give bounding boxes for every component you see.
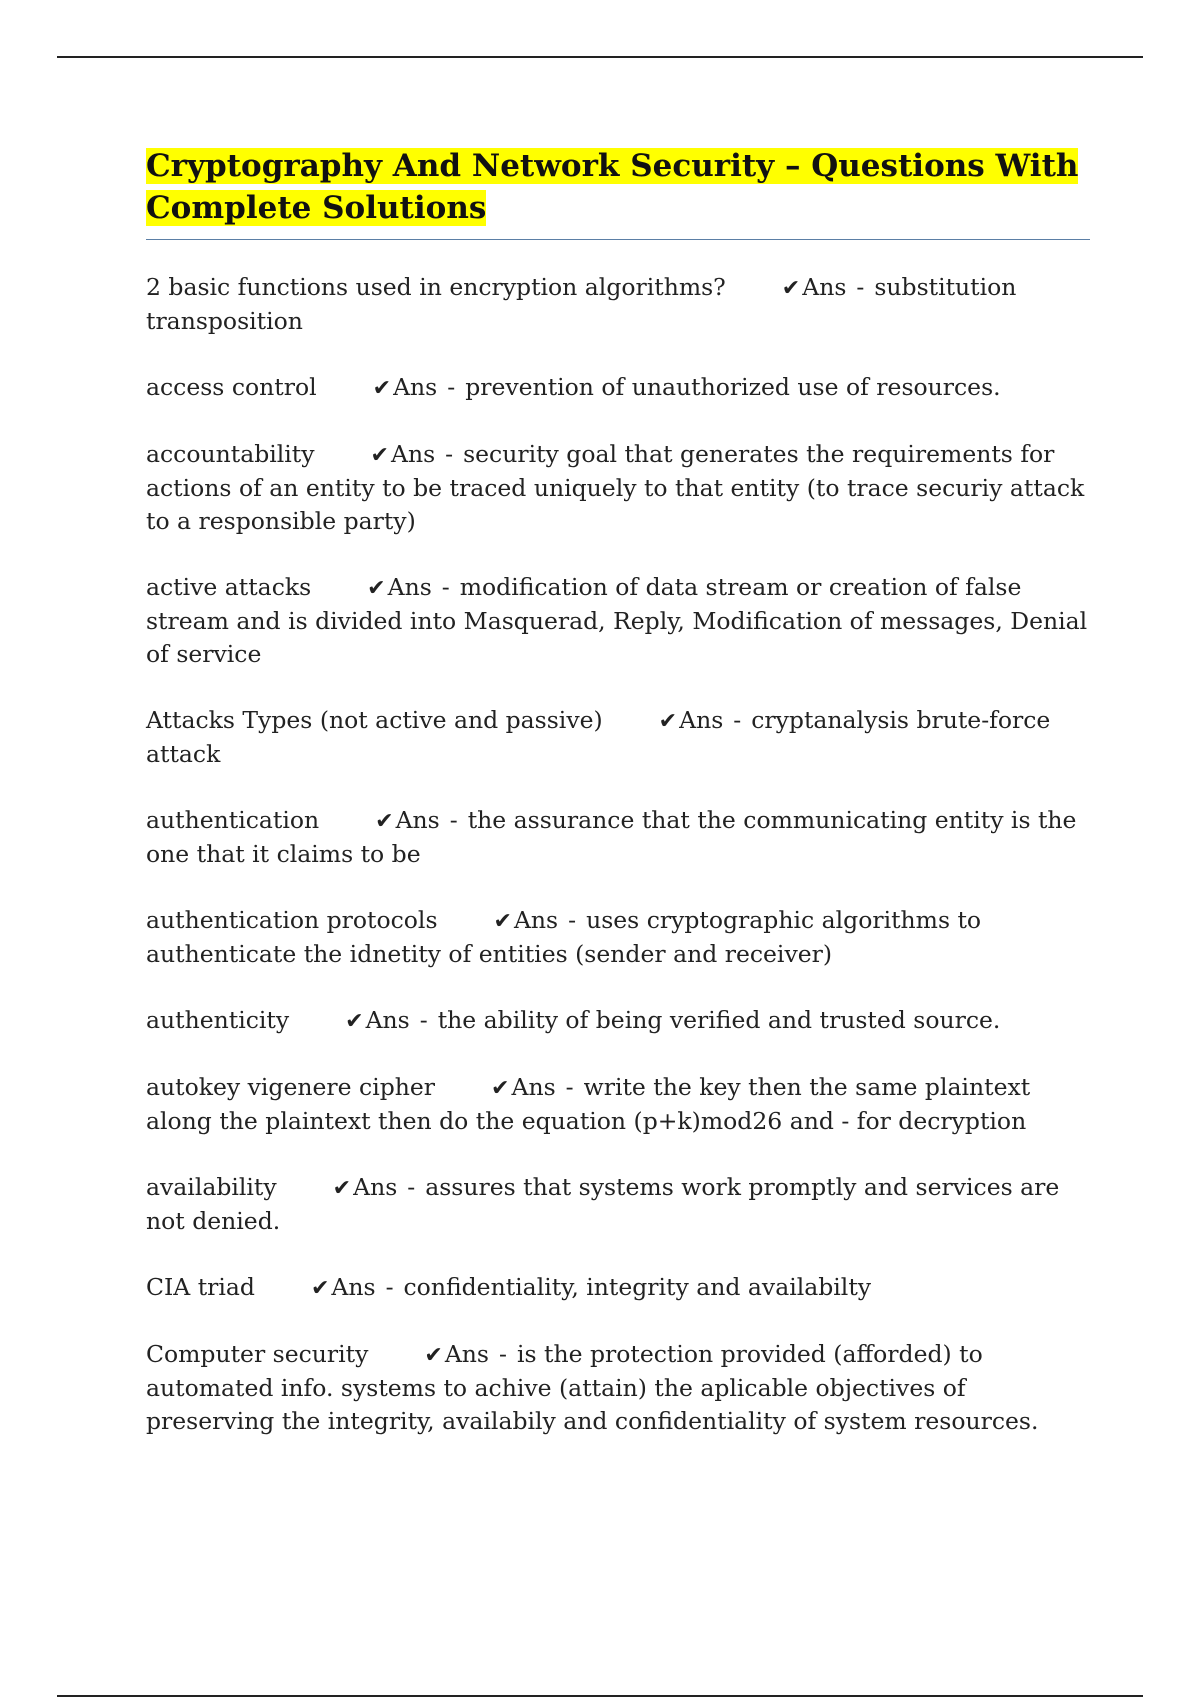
- ans-label: Ans: [393, 373, 438, 401]
- question-text: active attacks: [146, 573, 312, 601]
- checkmark-icon: ✔: [375, 809, 394, 834]
- separator: -: [407, 1173, 416, 1201]
- question-text: authenticity: [146, 1006, 290, 1034]
- ans-label: Ans: [353, 1173, 398, 1201]
- separator: -: [441, 573, 450, 601]
- separator: -: [568, 906, 577, 934]
- answer-text: uses cryptographic algorithms to authenticate the idnetity of entities (sender and receiver): [146, 906, 982, 968]
- checkmark-icon: ✔: [781, 276, 801, 301]
- ans-label: Ans: [444, 1340, 489, 1368]
- checkmark-icon: ✔: [372, 376, 392, 401]
- document-title: [146, 145, 1090, 229]
- question-text: availability: [146, 1173, 277, 1201]
- page-bottom-rule: [57, 1695, 1143, 1697]
- answer-text: modification of data stream or creation of false stream and is divided into Masquerad, Reply, Modification of messages, Denial of service: [146, 573, 1088, 668]
- question-text: authentication: [146, 806, 320, 834]
- checkmark-icon: ✔: [345, 1009, 364, 1034]
- checkmark-icon: ✔: [658, 709, 678, 734]
- answer-text: the assurance that the communicating entity is the one that it claims to be: [146, 806, 1077, 868]
- checkmark-icon: ✔: [332, 1176, 352, 1201]
- separator: -: [419, 1006, 428, 1034]
- answer-text: is the protection provided (afforded) to automated info. systems to achive (attain) the aplicable objectives of preserving the integrity, availabily and confidentiality of system resources.: [146, 1340, 1039, 1435]
- separator: -: [445, 440, 454, 468]
- answer-text: substitution transposition: [146, 273, 1017, 335]
- separator: -: [565, 1073, 574, 1101]
- qa-item: [146, 704, 1090, 771]
- checkmark-icon: ✔: [493, 909, 512, 934]
- question-text: authentication protocols: [146, 906, 438, 934]
- question-text: Computer security: [146, 1340, 369, 1368]
- ans-label: Ans: [390, 440, 436, 468]
- question-text: CIA triad: [146, 1273, 255, 1301]
- document-body: [146, 145, 1090, 1471]
- qa-item: [146, 1071, 1090, 1138]
- answer-text: the ability of being verified and trusted source.: [437, 1006, 1001, 1034]
- checkmark-icon: ✔: [491, 1076, 510, 1101]
- answer-text: cryptanalysis brute-force attack: [146, 706, 1051, 768]
- ans-label: Ans: [395, 806, 440, 834]
- ans-label: Ans: [802, 273, 847, 301]
- qa-item: [146, 1004, 1090, 1038]
- qa-item: [146, 271, 1090, 338]
- separator: -: [733, 706, 742, 734]
- ans-label: Ans: [679, 706, 724, 734]
- ans-label: Ans: [331, 1273, 376, 1301]
- answer-text: write the key then the same plaintext along the plaintext then do the equation (p+k)mod26 and - for decryption: [146, 1073, 1031, 1135]
- separator: -: [449, 806, 458, 834]
- question-text: 2 basic functions used in encryption algorithms?: [146, 273, 726, 301]
- qa-item: [146, 1271, 1090, 1305]
- qa-item: [146, 571, 1090, 671]
- qa-item: [146, 371, 1090, 405]
- answer-text: confidentiality, integrity and availabilty: [403, 1273, 872, 1301]
- checkmark-icon: ✔: [424, 1343, 443, 1368]
- separator: -: [447, 373, 456, 401]
- answer-text: assures that systems work promptly and services are not denied.: [146, 1173, 1060, 1235]
- answer-text: security goal that generates the requirements for actions of an entity to be traced uniquely to that entity (to trace securiy attack to a responsible party): [146, 440, 1085, 535]
- checkmark-icon: ✔: [310, 1276, 330, 1301]
- qa-item: [146, 904, 1090, 971]
- question-text: access control: [146, 373, 317, 401]
- separator: -: [499, 1340, 507, 1368]
- ans-label: Ans: [513, 906, 559, 934]
- question-text: Attacks Types (not active and passive): [146, 706, 603, 734]
- qa-item: [146, 438, 1090, 538]
- question-text: accountability: [146, 440, 315, 468]
- checkmark-icon: ✔: [370, 443, 389, 468]
- ans-label: Ans: [511, 1073, 556, 1101]
- qa-item: [146, 1338, 1090, 1438]
- separator: -: [856, 273, 865, 301]
- qa-list: [146, 271, 1090, 1438]
- title-underline: [146, 239, 1090, 240]
- page-top-rule: [57, 56, 1143, 58]
- checkmark-icon: ✔: [367, 576, 386, 601]
- question-text: autokey vigenere cipher: [146, 1073, 436, 1101]
- ans-label: Ans: [365, 1006, 410, 1034]
- title-highlight: Cryptography And Network Security – Questions With Complete Solutions: [146, 148, 1079, 226]
- qa-item: [146, 1171, 1090, 1238]
- separator: -: [385, 1273, 394, 1301]
- qa-item: [146, 804, 1090, 871]
- answer-text: prevention of unauthorized use of resources.: [465, 373, 1001, 401]
- ans-label: Ans: [387, 573, 432, 601]
